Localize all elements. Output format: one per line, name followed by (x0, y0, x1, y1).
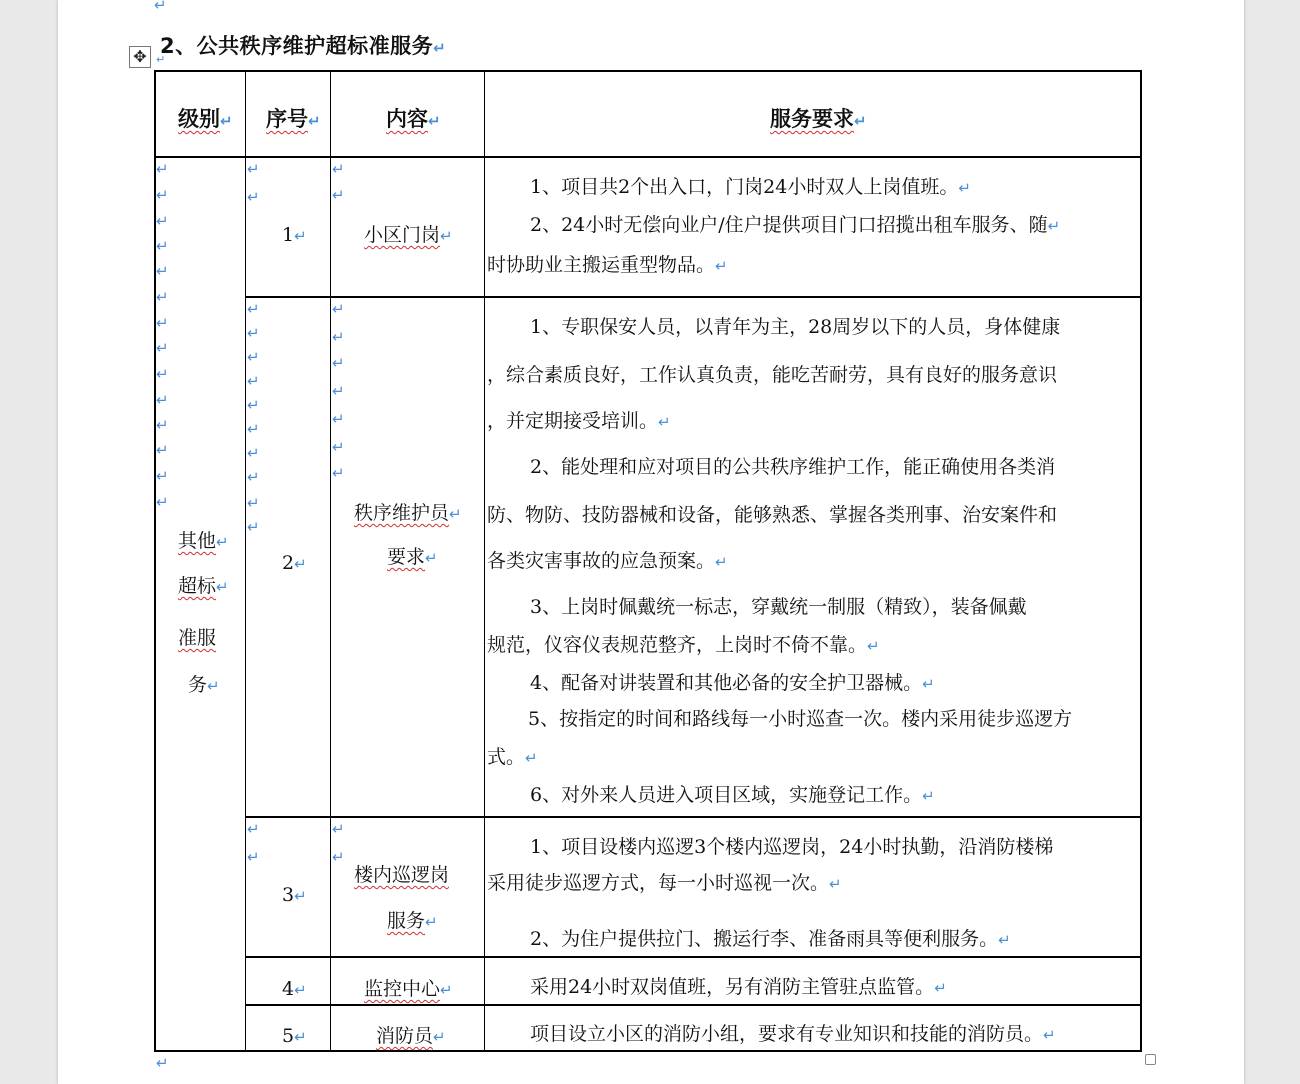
row-number: 3↵ (282, 884, 307, 906)
requirement-line: 防、物防、技防器械和设备，能够熟悉、掌握各类刑事、治安案件和 (487, 504, 1058, 526)
content-cell: 小区门岗↵ (364, 224, 453, 246)
requirement-line: 1、专职保安人员，以青年为主，28周岁以下的人员，身体健康 (530, 316, 1061, 338)
paragraph-mark: ↵ (332, 820, 345, 838)
section-heading (160, 30, 446, 60)
paragraph-mark: ↵ (156, 237, 169, 255)
requirement-line: 2、为住户提供拉门、搬运行李、准备雨具等便利服务。↵ (530, 928, 1011, 950)
content-cell: 监控中心↵ (364, 978, 453, 1000)
header-number: 序号↵ (266, 107, 321, 131)
paragraph-mark: ↵ (156, 493, 169, 511)
paragraph-mark: ↵ (156, 288, 169, 306)
paragraph-mark: ↵ (247, 348, 260, 366)
paragraph-mark: ↵ (156, 1054, 169, 1072)
paragraph-mark: ↵ (332, 848, 345, 866)
row-number: 4↵ (282, 978, 307, 1000)
requirement-line: 各类灾害事故的应急预案。↵ (487, 550, 728, 572)
paragraph-mark: ↵ (332, 186, 345, 204)
paragraph-mark: ↵ (247, 494, 260, 512)
requirement-line: 时协助业主搬运重型物品。↵ (487, 254, 728, 276)
requirement-line: 式。↵ (487, 746, 538, 768)
paragraph-mark: ↵ (156, 53, 166, 66)
requirement-line: 采用24小时双岗值班，另有消防主管驻点监管。↵ (530, 976, 947, 998)
row-number: 1↵ (282, 224, 307, 246)
col-divider (484, 70, 485, 1052)
requirement-line: 项目设立小区的消防小组，要求有专业知识和技能的消防员。↵ (530, 1023, 1056, 1045)
row-divider (245, 296, 1142, 298)
requirement-line: 2、24小时无偿向业户/住户提供项目门口招揽出租车服务、随↵ (530, 214, 1061, 236)
paragraph-mark: ↵ (332, 354, 345, 372)
heading-text: 2、公共秩序维护超标准服务 (160, 34, 434, 58)
row-divider (245, 1004, 1142, 1006)
row-number: 5↵ (282, 1025, 307, 1047)
row-divider (245, 956, 1142, 958)
requirement-line: ，综合素质良好，工作认真负责，能吃苦耐劳，具有良好的服务意识 (487, 364, 1058, 386)
paragraph-mark: ↵ (156, 416, 169, 434)
row-divider (154, 156, 1142, 158)
row-number: 2↵ (282, 552, 307, 574)
content-cell: 秩序维护员↵ (354, 502, 462, 524)
paragraph-mark: ↵ (247, 420, 260, 438)
content-cell: 楼内巡逻岗 (354, 864, 450, 886)
requirement-line: ，并定期接受培训。↵ (487, 410, 671, 432)
paragraph-mark: ↵ (247, 468, 260, 486)
paragraph-mark: ↵ (332, 300, 345, 318)
requirement-line: 1、项目共2个出入口，门岗24小时双人上岗值班。↵ (530, 176, 971, 198)
level-line: 准服 (178, 627, 217, 649)
paragraph-mark: ↵ (332, 438, 345, 456)
paragraph-mark: ↵ (247, 444, 260, 462)
paragraph-mark: ↵ (332, 328, 345, 346)
paragraph-mark: ↵ (247, 160, 260, 178)
paragraph-mark: ↵ (154, 0, 167, 14)
paragraph-mark: ↵ (332, 464, 345, 482)
paragraph-mark: ↵ (332, 410, 345, 428)
requirement-line: 2、能处理和应对项目的公共秩序维护工作，能正确使用各类消 (530, 456, 1056, 478)
level-line: 超标↵ (178, 575, 229, 597)
paragraph-mark: ↵ (247, 324, 260, 342)
table-move-handle-icon[interactable]: ✥ (129, 46, 151, 68)
table-resize-handle[interactable] (1145, 1054, 1156, 1065)
content-cell: 要求↵ (387, 546, 438, 568)
paragraph-mark: ↵ (156, 160, 169, 178)
paragraph-mark: ↵ (156, 186, 169, 204)
header-level: 级别↵ (178, 107, 233, 131)
paragraph-mark: ↵ (156, 467, 169, 485)
requirement-line: 规范，仪容仪表规范整齐，上岗时不倚不靠。↵ (487, 634, 880, 656)
paragraph-mark: ↵ (433, 39, 447, 57)
requirement-line: 4、配备对讲装置和其他必备的安全护卫器械。↵ (530, 672, 935, 694)
paragraph-mark: ↵ (332, 160, 345, 178)
requirement-line: 6、对外来人员进入项目区域，实施登记工作。↵ (530, 784, 935, 806)
level-line: 其他↵ (178, 530, 229, 552)
col-divider (245, 70, 246, 1052)
level-line: 务↵ (188, 674, 220, 696)
requirement-line: 5、按指定的时间和路线每一小时巡查一次。楼内采用徒步巡逻方 (528, 708, 1073, 730)
requirement-line: 3、上岗时佩戴统一标志，穿戴统一制服（精致），装备佩戴 (530, 596, 1027, 618)
paragraph-mark: ↵ (247, 820, 260, 838)
paragraph-mark: ↵ (247, 518, 260, 536)
header-content: 内容↵ (386, 107, 441, 131)
paragraph-mark: ↵ (156, 339, 169, 357)
row-divider (245, 816, 1142, 818)
content-cell: 服务↵ (387, 910, 438, 932)
paragraph-mark: ↵ (156, 212, 169, 230)
requirement-line: 采用徒步巡逻方式，每一小时巡视一次。↵ (487, 872, 842, 894)
paragraph-mark: ↵ (247, 372, 260, 390)
paragraph-mark: ↵ (156, 441, 169, 459)
paragraph-mark: ↵ (156, 391, 169, 409)
paragraph-mark: ↵ (247, 396, 260, 414)
paragraph-mark: ↵ (247, 300, 260, 318)
paragraph-mark: ↵ (156, 365, 169, 383)
paragraph-mark: ↵ (156, 262, 169, 280)
paragraph-mark: ↵ (332, 382, 345, 400)
requirement-line: 1、项目设楼内巡逻3个楼内巡逻岗，24小时执勤，沿消防楼梯 (530, 836, 1054, 858)
col-divider (330, 70, 331, 1052)
header-requirements: 服务要求↵ (770, 107, 867, 131)
paragraph-mark: ↵ (156, 314, 169, 332)
content-cell: 消防员↵ (376, 1025, 446, 1047)
paragraph-mark: ↵ (247, 188, 260, 206)
paragraph-mark: ↵ (247, 848, 260, 866)
